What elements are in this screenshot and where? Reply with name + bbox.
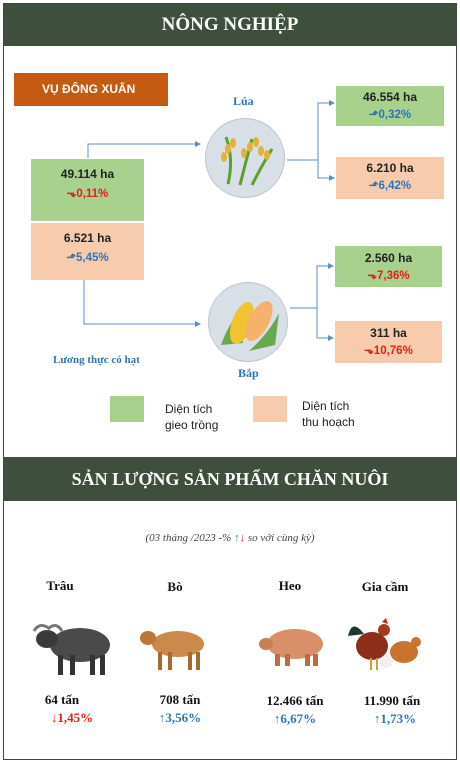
rice-circle (205, 118, 285, 198)
pig-icon (257, 622, 329, 668)
buffalo-value: 64 tấn (44, 692, 80, 707)
corn-icon (209, 283, 289, 363)
livestock-title: SẢN LƯỢNG SẢN PHẨM CHĂN NUÔI (4, 457, 456, 501)
corn-harvested-change: ⬎10,76% (364, 345, 413, 357)
rice-sown-box (336, 86, 444, 126)
corn-sown-box (335, 246, 442, 287)
buffalo-name: Trâu (46, 578, 74, 593)
legend-harvested-label: Diện tích thu hoạch (302, 399, 355, 429)
cow-icon (138, 620, 210, 672)
livestock-subtitle: (03 tháng /2023 -% ↑↓ so với cùng kỳ) (145, 532, 315, 544)
total-sown-box (31, 159, 144, 221)
arrow-up-icon: ⬏ (368, 109, 379, 121)
total-harvested-box (31, 223, 144, 280)
rice-harvested-value: 6.210 ha (366, 161, 414, 175)
cow-value: 708 tấn (159, 692, 201, 707)
pig-change: ↑6,67% (273, 711, 317, 726)
rice-harvested-change: ⬏6,42% (368, 180, 412, 192)
arrow-up-icon: ↑ (158, 710, 166, 725)
arrow-down-icon: ⬎ (66, 188, 77, 200)
arrow-down-icon: ↓ (239, 532, 246, 544)
rice-icon (206, 119, 286, 199)
page-title: NÔNG NGHIỆP (4, 4, 456, 46)
arrow-up-icon: ↑ (234, 532, 240, 544)
arrow-up-icon: ↑ (273, 711, 281, 726)
corn-sown-value: 2.560 ha (364, 251, 413, 265)
pig-name: Heo (278, 578, 302, 593)
corn-sown-change: ⬎7,36% (367, 270, 410, 282)
poultry-change: ↑1,73% (373, 711, 417, 726)
arrow-up-icon: ⬏ (66, 252, 76, 264)
poultry-value: 11.990 tấn (363, 693, 421, 708)
buffalo-icon (30, 615, 115, 677)
cow-change: ↑3,56% (158, 710, 202, 725)
rice-harvested-box (336, 157, 444, 199)
total-harvested-value: 6.521 ha (63, 231, 112, 245)
arrow-down-icon: ⬎ (364, 345, 374, 357)
legend-harvested-swatch (253, 396, 287, 422)
poultry-icon (344, 616, 434, 674)
total-sown-value: 49.114 ha (60, 167, 115, 181)
legend-sown-swatch (110, 396, 144, 422)
arrow-down-icon: ⬎ (367, 270, 377, 282)
season-tag: VỤ ĐÔNG XUÂN (14, 73, 168, 106)
corn-harvested-box (335, 321, 442, 363)
total-sown-change: ⬎0,11% (66, 188, 109, 200)
poultry-name: Gia cầm (361, 579, 409, 594)
rice-sown-value: 46.554 ha (362, 90, 418, 104)
buffalo-change: ↓1,45% (50, 710, 94, 725)
corn-harvested-value: 311 ha (370, 326, 407, 340)
arrow-up-icon: ↑ (373, 711, 381, 726)
cow-name: Bò (167, 579, 183, 594)
pig-value: 12.466 tấn (266, 693, 324, 708)
legend-sown-label: Diện tích gieo trồng (165, 402, 219, 432)
total-harvested-change: ⬏5,45% (66, 252, 109, 264)
corn-circle (208, 282, 288, 362)
rice-label: Lúa (233, 94, 254, 108)
corn-label: Bắp (238, 366, 259, 380)
rice-sown-change: ⬏0,32% (368, 109, 412, 121)
arrow-down-icon: ↓ (50, 710, 58, 725)
grains-caption: Lương thực có hạt (53, 354, 140, 366)
arrow-up-icon: ⬏ (368, 180, 379, 192)
